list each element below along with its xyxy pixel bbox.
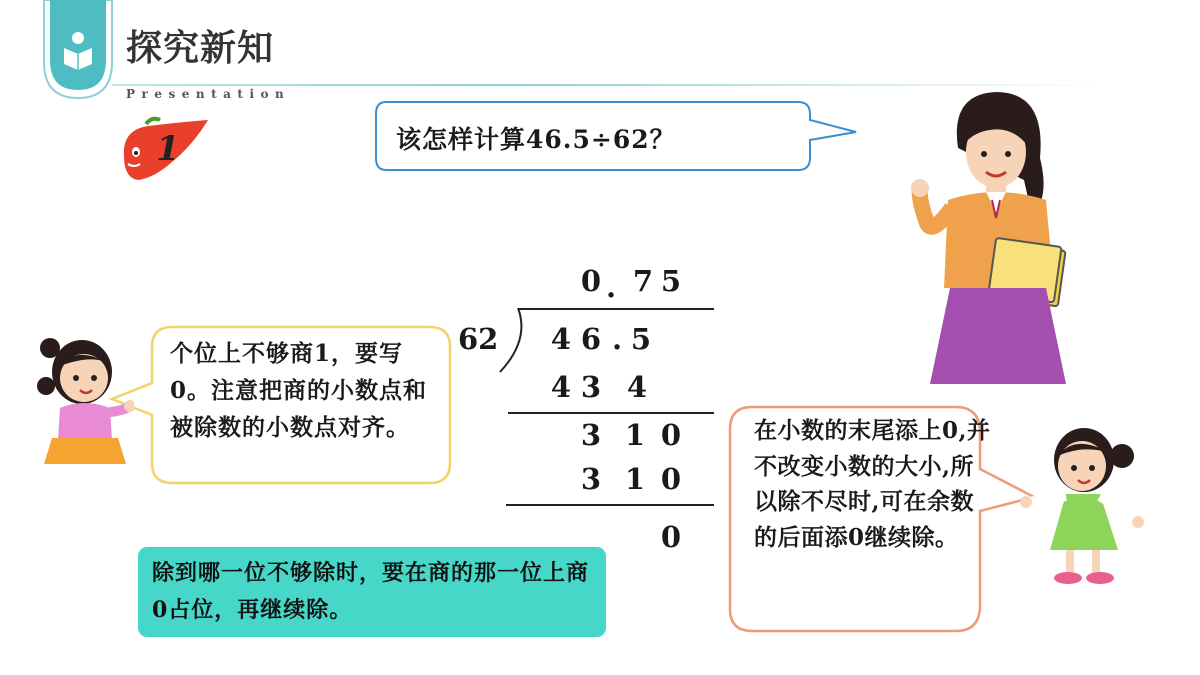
teacher-illustration <box>900 88 1080 390</box>
header-divider <box>112 84 1102 86</box>
divisor: 62 <box>458 322 499 356</box>
rule-summary-text: 除到哪一位不够除时，要在商的那一位上商0占位，再继续除。 <box>152 560 590 623</box>
left-tip-speech-bubble <box>108 325 453 485</box>
left-tip-text: 个位上不够商1，要写0。注意把商的小数点和被除数的小数点对齐。 <box>170 340 428 441</box>
quotient-digit: 7 <box>632 264 654 298</box>
question-speech-bubble <box>374 100 864 172</box>
quotient-digit: 5 <box>660 264 682 298</box>
page-subtitle: Presentation <box>126 87 291 101</box>
remainder: 0 <box>660 520 682 554</box>
step-digit: 0 <box>660 462 682 496</box>
quotient-decimal-point: . <box>605 270 617 304</box>
division-bracket <box>496 306 526 376</box>
step-digit: 0 <box>660 418 682 452</box>
step-digit: 4 <box>550 370 572 404</box>
girl-left-illustration <box>26 328 134 468</box>
example-number: 1 <box>156 129 180 169</box>
girl-right-illustration <box>1018 420 1146 590</box>
example-number-badge <box>112 116 212 184</box>
step-digit: 3 <box>580 418 602 452</box>
step-digit: 1 <box>624 462 646 496</box>
subtraction-line <box>506 504 714 506</box>
step-digit: 3 <box>580 462 602 496</box>
dividend-digit: 5 <box>630 322 652 356</box>
header-tab <box>42 0 114 100</box>
quotient-digit: 0 <box>580 264 602 298</box>
rule-summary-box <box>138 547 606 637</box>
step-digit: 4 <box>626 370 648 404</box>
step-digit: 1 <box>624 418 646 452</box>
page-title: 探究新知 <box>126 28 275 69</box>
step-digit: 3 <box>580 370 602 404</box>
subtraction-line <box>508 412 714 414</box>
division-bar <box>518 308 714 310</box>
right-tip-text: 在小数的末尾添上0,并不改变小数的大小,所以除不尽时,可在余数的后面添0继续除。 <box>754 417 991 551</box>
dividend-digit: 4 <box>550 322 572 356</box>
dividend-decimal-point: . <box>611 322 623 356</box>
question-text: 该怎样计算46.5÷62？ <box>396 125 676 154</box>
dividend-digit: 6 <box>580 322 602 356</box>
right-tip-speech-bubble <box>728 405 1040 633</box>
